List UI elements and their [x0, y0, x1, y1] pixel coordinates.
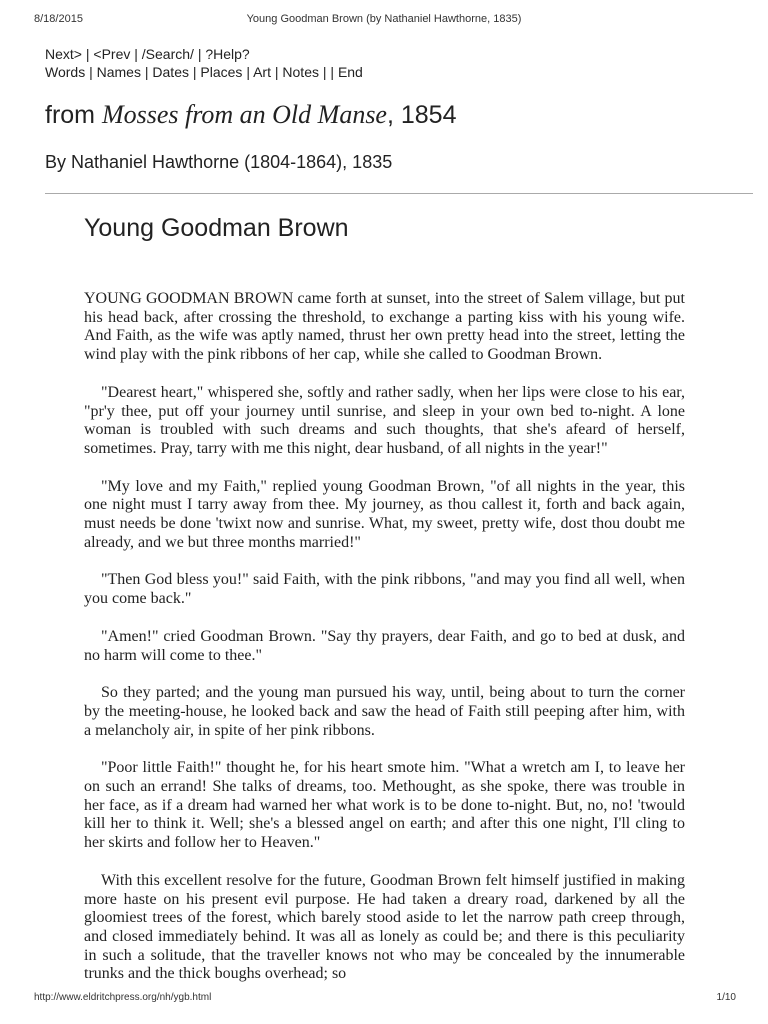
story-paragraph: "My love and my Faith," replied young Goodman Brown, "of all nights in the year, this one night must I tarry away from thee. My journey, as thou callest it, forth and back again, must needs be done 'twixt now and sunrise. What, my sweet, pretty wife, dost thou doubt me already, and we but three months married!"	[84, 477, 685, 551]
story-paragraph: "Amen!" cried Goodman Brown. "Say thy prayers, dear Faith, and go to bed at dusk, and no harm will come to thee."	[84, 627, 685, 664]
nav-link-end[interactable]: End	[337, 64, 363, 80]
nav-link-names[interactable]: Names	[96, 64, 141, 80]
story-text	[84, 290, 685, 1003]
source-year: , 1854	[386, 101, 457, 129]
nav-row-primary	[45, 45, 363, 63]
nav-separator: |	[274, 64, 279, 80]
source-book-title: Mosses from an Old Manse	[101, 100, 387, 129]
story-title: Young Goodman Brown	[84, 214, 349, 242]
divider	[45, 193, 753, 194]
source-line	[45, 100, 457, 130]
nav-separator: |	[246, 64, 250, 80]
print-footer	[0, 992, 768, 1006]
nav-separator: |	[144, 64, 149, 80]
nav-row-index	[45, 63, 363, 81]
print-header	[0, 13, 768, 27]
source-prefix: from	[45, 101, 102, 129]
nav-link-places[interactable]: Places	[200, 64, 243, 80]
nav-separator: |	[197, 46, 202, 62]
story-paragraph: YOUNG GOODMAN BROWN came forth at sunset, into the street of Salem village, but put his head back, after crossing the threshold, to exchange a parting kiss with his young wife. And Faith, as the wife was aptly named, thrust her own pretty head into the street, letting the wind play with the pink ribbons of her cap, while she called to Goodman Brown.	[84, 290, 685, 364]
nav-link-search[interactable]: /Search/	[141, 46, 194, 62]
author-byline: By Nathaniel Hawthorne (1804-1864), 1835	[45, 152, 393, 172]
nav-separator: |	[192, 64, 197, 80]
nav-separator: |	[85, 46, 90, 62]
nav-link-words[interactable]: Words	[45, 64, 86, 80]
nav-link-next[interactable]: Next>	[45, 46, 82, 62]
nav-link-art[interactable]: Art	[253, 64, 271, 80]
site-navigation	[45, 45, 363, 81]
page-url: http://www.eldritchpress.org/nh/ygb.html	[34, 992, 212, 1003]
nav-separator: |	[322, 64, 327, 80]
nav-separator: |	[330, 64, 335, 80]
story-paragraph: "Then God bless you!" said Faith, with the pink ribbons, "and may you find all well, when you come back."	[84, 571, 685, 608]
page-number: 1/10	[716, 992, 736, 1003]
nav-link-help[interactable]: ?Help?	[205, 46, 250, 62]
nav-separator: |	[134, 46, 138, 62]
story-paragraph: "Poor little Faith!" thought he, for his heart smote him. "What a wretch am I, to leave her on such an errand! She talks of dreams, too. Methought, as she spoke, there was trouble in her face, as if a dream had warned her what work is to be done to-night. But, no, no! 'twould kill her to think it. Well; she's a blessed angel on earth; and after this one night, I'll cling to her skirts and follow her to Heaven."	[84, 759, 685, 852]
nav-link-notes[interactable]: Notes	[282, 64, 319, 80]
nav-link-dates[interactable]: Dates	[152, 64, 189, 80]
print-page-title: Young Goodman Brown (by Nathaniel Hawthorne, 1835)	[246, 13, 522, 25]
nav-separator: |	[89, 64, 93, 80]
story-paragraph: With this excellent resolve for the future, Goodman Brown felt himself justified in making more haste on his present evil purpose. He had taken a dreary road, darkened by all the gloomiest trees of the forest, which barely stood aside to let the narrow path creep through, and closed immediately behind. It was all as lonely as could be; and there is this peculiarity in such a solitude, that the traveller knows not who may be concealed by the innumerable trunks and the thick boughs overhead; so	[84, 871, 685, 983]
nav-link-prev[interactable]: <Prev	[93, 46, 131, 62]
print-date: 8/18/2015	[34, 13, 83, 25]
story-paragraph: So they parted; and the young man pursued his way, until, being about to turn the corner by the meeting-house, he looked back and saw the head of Faith still peeping after him, with a melancholy air, in spite of her pink ribbons.	[84, 684, 685, 739]
story-paragraph: "Dearest heart," whispered she, softly and rather sadly, when her lips were close to his ear, "pr'y thee, put off your journey until sunrise, and sleep in your own bed to-night. A lone woman is troubled with such dreams and such thoughts, that she's afeard of herself, sometimes. Pray, tarry with me this night, dear husband, of all nights in the year!"	[84, 383, 685, 457]
